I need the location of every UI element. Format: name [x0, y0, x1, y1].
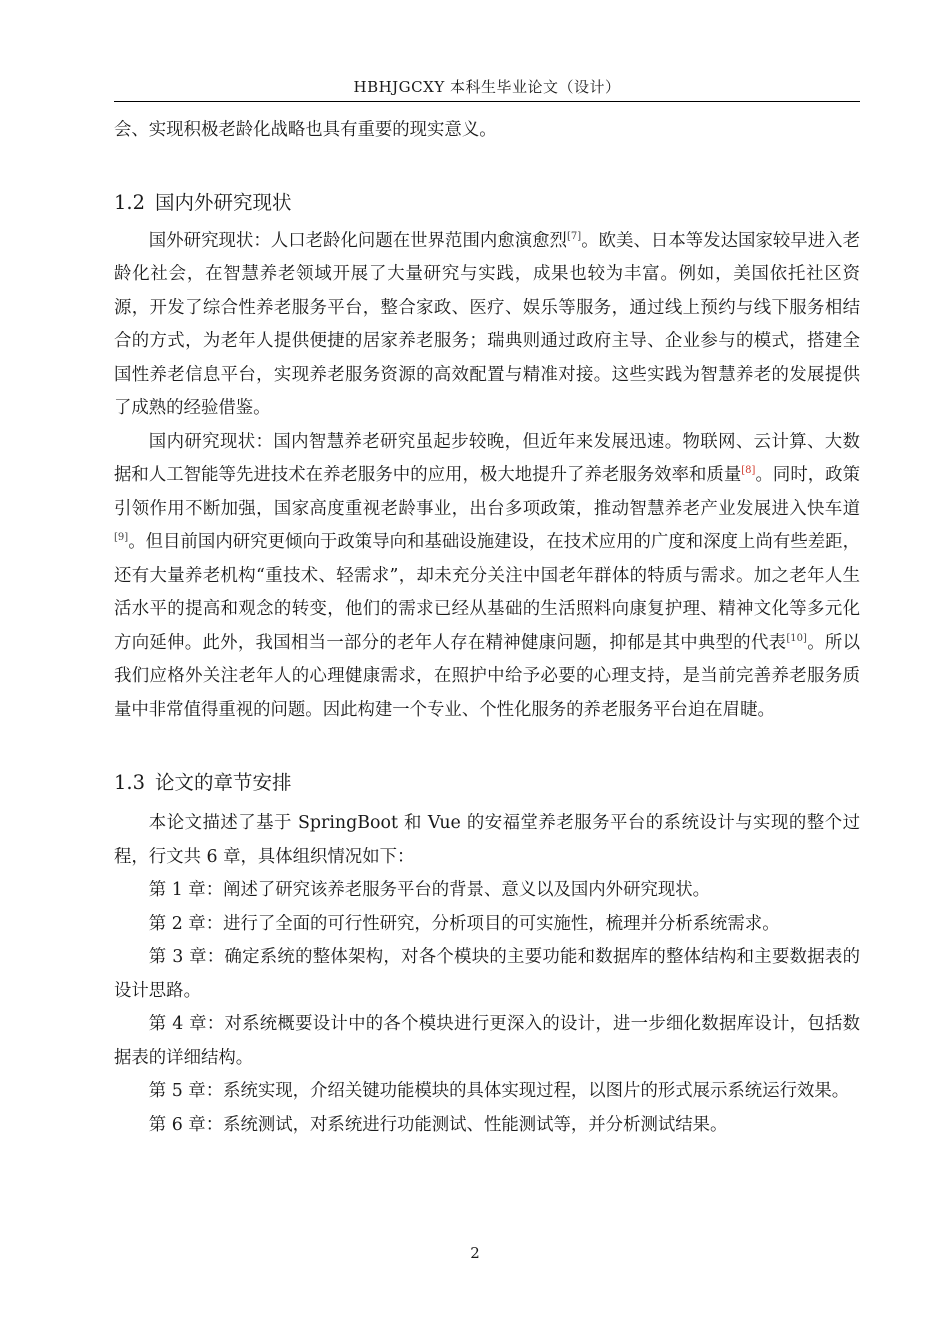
paragraph-text: 。欧美、日本等发达国家较早进入老龄化社会，在智慧养老领域开展了大量研究与实践，成果也较为丰富。例如，美国依托社区资源，开发了综合性养老服务平台，整合家政、医疗、娱乐等服务，通过线上预约与线下服务相结合的方式，为老年人提供便捷的居家养老服务；瑞典则通过政府主导、企业参与的模式，搭建全国性养老信息平台，实现养老服务资源的高效配置与精准对接。这些实践为智慧养老的发展提供了成熟的经验借鉴。: [114, 230, 860, 418]
chapter-item: 第 3 章：确定系统的整体架构，对各个模块的主要功能和数据库的整体结构和主要数据表的设计思路。: [114, 947, 860, 1001]
section-title: 国内外研究现状: [155, 190, 292, 214]
chapter-item: 第 5 章：系统实现，介绍关键功能模块的具体实现过程，以图片的形式展示系统运行效果。: [148, 1081, 850, 1101]
paragraph-foreign-research: [114, 225, 860, 426]
page-number: 2: [470, 1244, 480, 1262]
citation-8[interactable]: [8]: [741, 465, 756, 477]
page-content: [114, 114, 860, 1142]
paragraph-domestic-research: [114, 426, 860, 728]
paragraph-text: 。所以我们应格外关注老年人的心理健康需求，在照护中给予必要的心理支持，是当前完善养老服务质量中非常值得重视的问题。因此构建一个专业、个性化服务的养老服务平台迫在眉睫。: [114, 632, 860, 720]
paragraph-text: 国外研究现状：人口老龄化问题在世界范围内愈演愈烈: [148, 230, 567, 251]
citation-7[interactable]: [7]: [567, 230, 582, 242]
paragraph-text: 。同时，政策引领作用不断加强，国家高度重视老龄事业，出台多项政策，推动智慧养老产业发展进入快车道: [114, 465, 860, 519]
section-heading-1-2: [114, 187, 860, 215]
paragraph-chapter-intro: 本论文描述了基于 SpringBoot 和 Vue 的安福堂养老服务平台的系统设计与实现的整个过程，行文共 6 章，具体组织情况如下：: [114, 813, 860, 867]
section-number: 1.2: [114, 190, 146, 214]
paragraph-text: 。但目前国内研究更倾向于政策导向和基础设施建设，在技术应用的广度和深度上尚有些差距，还有大量养老机构“重技术、轻需求”，却未充分关注中国老年群体的特质与需求。加之老年人生活水平的提高和观念的转变，他们的需求已经从基础的生活照料向康复护理、精神文化等多元化方向延伸。此外，我国相当一部分的老年人存在精神健康问题，抑郁是其中典型的代表: [114, 532, 860, 653]
chapter-item: 第 2 章：进行了全面的可行性研究，分析项目的可实施性，梳理并分析系统需求。: [148, 913, 780, 934]
citation-9[interactable]: [9]: [114, 532, 129, 544]
page-header: [114, 76, 860, 102]
chapter-item: 第 1 章：阐述了研究该养老服务平台的背景、意义以及国内外研究现状。: [148, 880, 711, 900]
chapter-item: 第 4 章：对系统概要设计中的各个模块进行更深入的设计，进一步细化数据库设计，包括数据表的详细结构。: [114, 1014, 860, 1068]
section-title: 论文的章节安排: [155, 771, 292, 794]
citation-10[interactable]: [10]: [786, 632, 807, 644]
page-footer: [0, 1244, 950, 1262]
section-heading-1-3: [114, 767, 860, 795]
chapter-item: 第 6 章：系统测试，对系统进行功能测试、性能测试等，并分析测试结果。: [148, 1114, 728, 1135]
opening-line: 会、实现积极老龄化战略也具有重要的现实意义。: [114, 120, 497, 140]
section-number: 1.3: [114, 771, 146, 794]
paragraph-text: 国内研究现状：国内智慧养老研究虽起步较晚，但近年来发展迅速。物联网、云计算、大数据和人工智能等先进技术在养老服务中的应用，极大地提升了养老服务效率和质量: [114, 431, 860, 485]
header-title: HBHJGCXY 本科生毕业论文（设计）: [353, 78, 621, 96]
